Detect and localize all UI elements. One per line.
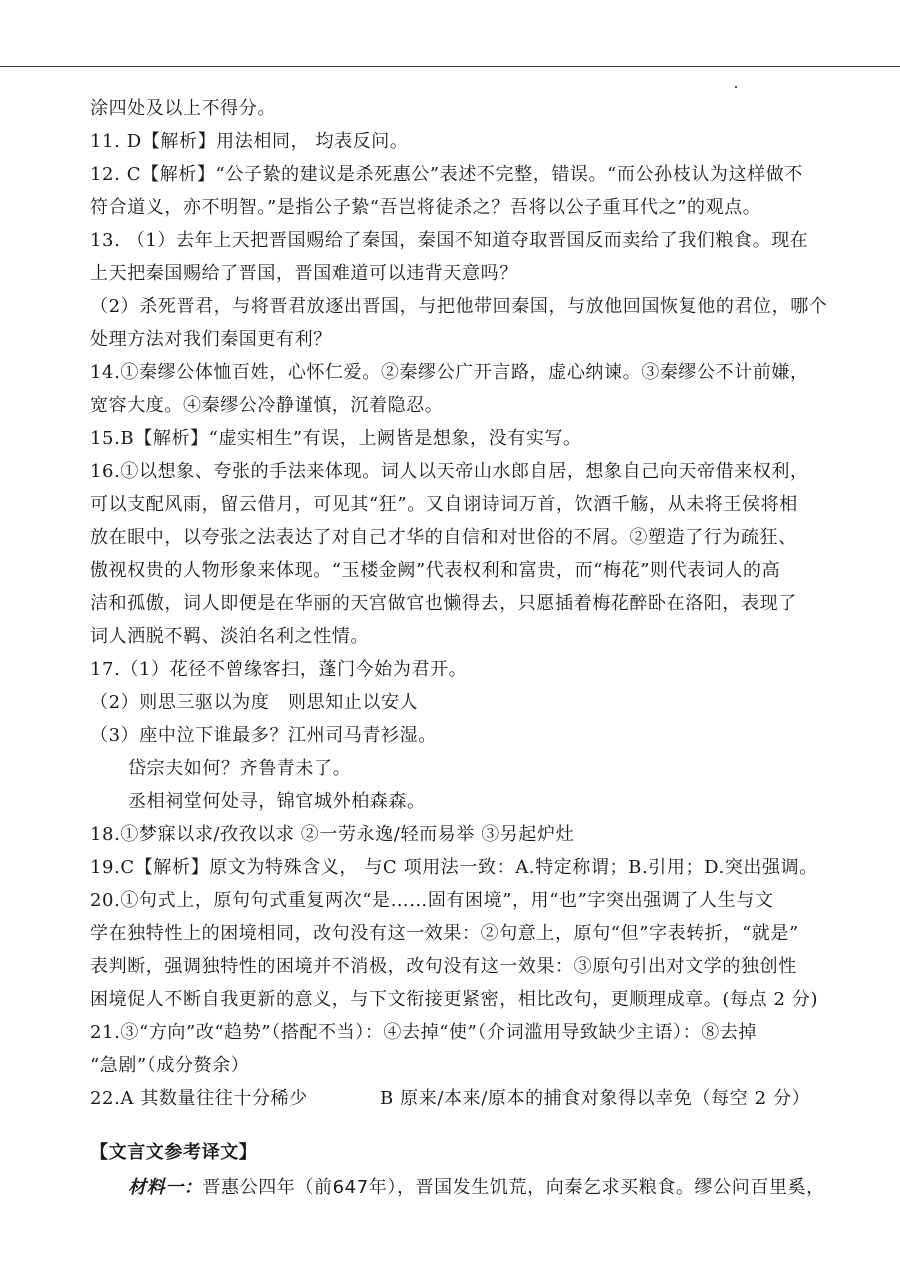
text-line: 20.①句式上，原句句式重复两次“是……固有困境”，用“也”字突出强调了人生与文 [90,890,774,911]
scan-speck [735,86,737,88]
answer-content [90,92,842,1204]
text-line: 21.③“方向”改“趋势”（搭配不当）：④去掉“使”（介词滥用导致缺少主语）：⑧去掉 [90,1022,758,1043]
text-line: （2）则思三驱以为度 则思知止以安人 [90,692,419,713]
text-line: 词人洒脱不羁、淡泊名利之性情。 [90,626,369,647]
material-label: 材料一： [128,1177,203,1198]
section-title: 【文言文参考译文】 [90,1142,258,1163]
top-rule [0,66,900,67]
text-line: 丞相祠堂何处寻，锦官城外柏森森。 [128,791,426,812]
answer-22-part-a: 22.A 其数量往往十分稀少 [90,1088,308,1109]
text-line: 13. （1）去年上天把晋国赐给了秦国，秦国不知道夺取晋国反而卖给了我们粮食。现在 [90,230,809,251]
text-line: 17.（1）花径不曾缘客扫，蓬门今始为君开。 [90,659,468,680]
text-line: 傲视权贵的人物形象来体现。“玉楼金阙”代表权利和富贵，而“梅花”则代表词人的高 [90,560,781,581]
text-line: “急剧”（成分赘余） [90,1055,250,1076]
answer-22-part-b: B 原来/本来/原本的捕食对象得以幸免（每空 2 分） [380,1088,811,1109]
text-line: 涂四处及以上不得分。 [90,98,276,119]
text-line: 14.①秦缪公体恤百姓，心怀仁爱。②秦缪公广开言路，虚心纳谏。③秦缪公不计前嫌， [90,362,809,383]
answer-22 [90,1082,842,1115]
text-line: 18.①梦寐以求/孜孜以求 ②一劳永逸/轻而易举 ③另起炉灶 [90,824,575,845]
material-one [90,1171,842,1204]
text-line: 符合道义，亦不明智。”是指公子絷“吾岂将徒杀之？吾将以公子重耳代之”的观点。 [90,197,762,218]
text-line: （2）杀死晋君，与将晋君放逐出晋国，与把他带回秦国，与放他回国恢复他的君位，哪个 [90,296,828,317]
text-line: 宽容大度。④秦缪公冷静谨慎，沉着隐忍。 [90,395,444,416]
text-line: 11. D【解析】用法相同， 均表反问。 [90,131,409,152]
text-line: 表判断，强调独特性的困境并不消极，改句没有这一效果：③原句引出对文学的独创性 [90,956,797,977]
spacer [90,1115,842,1135]
text-line: 洁和孤傲，词人即便是在华丽的天宫做官也懒得去，只愿插着梅花醉卧在洛阳，表现了 [90,593,797,614]
text-line: 15.B【解析】“虚实相生”有误，上阙皆是想象，没有实写。 [90,428,582,449]
text-line: 19.C【解析】原文为特殊含义， 与C 项用法一致：A.特定称谓；B.引用；D.突出强调。 [90,857,818,878]
text-line: 可以支配风雨，留云借月，可见其“狂”。又自诩诗词万首，饮酒千觞，从未将王侯将相 [90,494,798,515]
text-line: 16.①以想象、夸张的手法来体现。词人以天帝山水郎自居，想象自己向天帝借来权利， [90,461,809,482]
text-line: 12. C【解析】“公子絷的建议是杀死惠公”表述不完整，错误。“而公孙枝认为这样做不 [90,164,803,185]
text-line: （3）座中泣下谁最多？江州司马青衫湿。 [90,725,437,746]
material-text: 晋惠公四年（前647年），晋国发生饥荒，向秦乞求买粮食。缪公问百里奚， [202,1177,825,1198]
text-line: 上天把秦国赐给了晋国，晋国难道可以违背天意吗？ [90,263,518,284]
text-line: 学在独特性上的困境相同，改句没有这一效果：②句意上，原句“但”字表转折，“就是” [90,923,799,944]
text-line: 处理方法对我们秦国更有利？ [90,329,332,350]
text-line: 困境促人不断自我更新的意义，与下文衔接更紧密，相比改句，更顺理成章。(每点 2 分) [90,989,819,1010]
answer-lines [90,92,842,1082]
text-line: 岱宗夫如何？齐鲁青未了。 [128,758,352,779]
text-line: 放在眼中，以夸张之法表达了对自己才华的自信和对世俗的不屑。②塑造了行为疏狂、 [90,527,797,548]
